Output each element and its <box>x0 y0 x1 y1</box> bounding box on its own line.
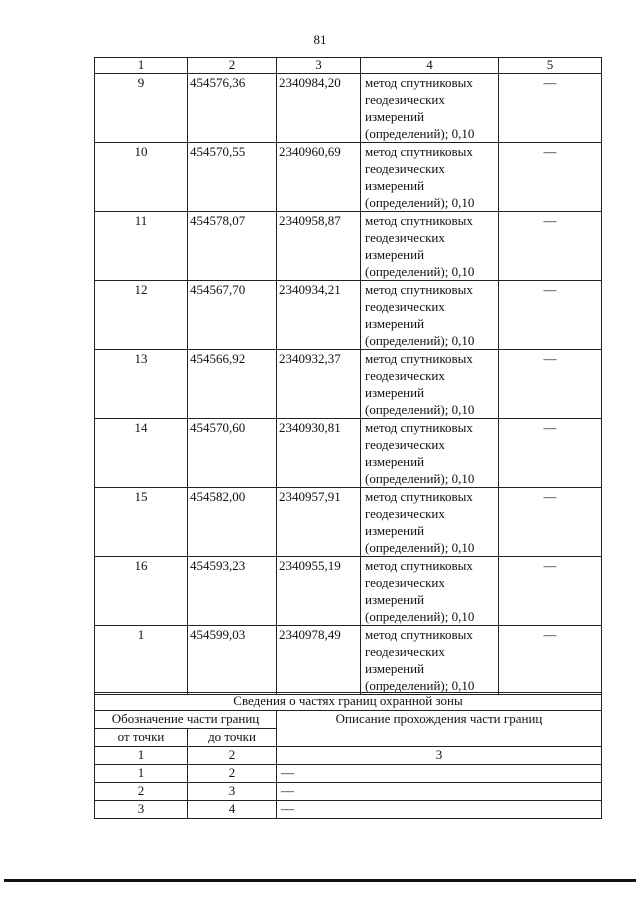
note-cell: — <box>499 626 602 695</box>
y-coordinate-cell: 2340934,21 <box>277 281 361 350</box>
table-row <box>95 74 602 143</box>
table-row <box>95 488 602 557</box>
x-coordinate-cell: 454578,07 <box>188 212 277 281</box>
x-coordinate-cell: 454576,36 <box>188 74 277 143</box>
x-coordinate-cell: 454570,55 <box>188 143 277 212</box>
method-line: метод спутниковых <box>365 213 473 228</box>
method-line: (определений); 0,10 <box>365 195 475 210</box>
method-line: геодезических <box>365 299 445 314</box>
method-line: метод спутниковых <box>365 558 473 573</box>
column-numbering-row <box>95 58 602 74</box>
parts-numbering-row <box>95 747 602 765</box>
column-number: 1 <box>95 747 188 765</box>
bottom-rule <box>4 879 636 882</box>
note-cell: — <box>499 281 602 350</box>
table-row <box>95 212 602 281</box>
method-line: метод спутниковых <box>365 282 473 297</box>
method-line: метод спутниковых <box>365 144 473 159</box>
to-point-header: до точки <box>188 729 277 747</box>
note-cell: — <box>499 350 602 419</box>
note-cell: — <box>499 212 602 281</box>
from-point-header: от точки <box>95 729 188 747</box>
method-line: измерений <box>365 109 425 124</box>
description-cell: — <box>277 783 602 801</box>
column-number: 2 <box>188 58 277 74</box>
method-cell <box>361 557 499 626</box>
x-coordinate-cell: 454582,00 <box>188 488 277 557</box>
parts-title: Сведения о частях границ охранной зоны <box>95 693 602 711</box>
method-line: измерений <box>365 661 425 676</box>
point-number-cell: 11 <box>95 212 188 281</box>
method-cell <box>361 143 499 212</box>
method-line: геодезических <box>365 506 445 521</box>
parts-title-row <box>95 693 602 711</box>
table-row <box>95 419 602 488</box>
point-number-cell: 12 <box>95 281 188 350</box>
method-cell <box>361 212 499 281</box>
method-line: метод спутниковых <box>365 75 473 90</box>
method-cell <box>361 74 499 143</box>
method-line: измерений <box>365 523 425 538</box>
point-number-cell: 14 <box>95 419 188 488</box>
coordinates-table <box>94 57 602 695</box>
method-line: метод спутниковых <box>365 489 473 504</box>
table-row <box>95 557 602 626</box>
point-number-cell: 9 <box>95 74 188 143</box>
page-number: 81 <box>313 32 327 47</box>
method-line: (определений); 0,10 <box>365 126 475 141</box>
method-cell <box>361 488 499 557</box>
method-line: (определений); 0,10 <box>365 609 475 624</box>
note-cell: — <box>499 488 602 557</box>
y-coordinate-cell: 2340930,81 <box>277 419 361 488</box>
method-cell <box>361 281 499 350</box>
method-line: геодезических <box>365 368 445 383</box>
method-line: метод спутниковых <box>365 351 473 366</box>
table-row <box>95 281 602 350</box>
method-line: геодезических <box>365 92 445 107</box>
method-line: (определений); 0,10 <box>365 678 475 693</box>
method-line: измерений <box>365 178 425 193</box>
to-point-cell: 2 <box>188 765 277 783</box>
table-row <box>95 143 602 212</box>
to-point-cell: 4 <box>188 801 277 819</box>
method-line: (определений); 0,10 <box>365 264 475 279</box>
table-row <box>95 801 602 819</box>
point-number-cell: 10 <box>95 143 188 212</box>
method-line: измерений <box>365 385 425 400</box>
designation-header: Обозначение части границ <box>95 711 277 729</box>
method-line: (определений); 0,10 <box>365 402 475 417</box>
method-cell <box>361 419 499 488</box>
column-number: 3 <box>277 747 602 765</box>
method-line: геодезических <box>365 437 445 452</box>
y-coordinate-cell: 2340932,37 <box>277 350 361 419</box>
y-coordinate-cell: 2340960,69 <box>277 143 361 212</box>
y-coordinate-cell: 2340984,20 <box>277 74 361 143</box>
method-line: геодезических <box>365 644 445 659</box>
x-coordinate-cell: 454570,60 <box>188 419 277 488</box>
note-cell: — <box>499 419 602 488</box>
method-line: (определений); 0,10 <box>365 333 475 348</box>
method-line: метод спутниковых <box>365 627 473 642</box>
point-number-cell: 15 <box>95 488 188 557</box>
table-row <box>95 350 602 419</box>
note-cell: — <box>499 143 602 212</box>
method-cell <box>361 626 499 695</box>
method-line: измерений <box>365 592 425 607</box>
method-line: геодезических <box>365 230 445 245</box>
method-line: метод спутниковых <box>365 420 473 435</box>
y-coordinate-cell: 2340957,91 <box>277 488 361 557</box>
x-coordinate-cell: 454593,23 <box>188 557 277 626</box>
to-point-cell: 3 <box>188 783 277 801</box>
column-number: 5 <box>499 58 602 74</box>
method-line: (определений); 0,10 <box>365 471 475 486</box>
from-point-cell: 3 <box>95 801 188 819</box>
table-row <box>95 626 602 695</box>
boundary-parts-table <box>94 692 602 819</box>
method-line: измерений <box>365 247 425 262</box>
column-number: 2 <box>188 747 277 765</box>
point-number-cell: 13 <box>95 350 188 419</box>
description-cell: — <box>277 801 602 819</box>
description-header: Описание прохождения части границ <box>277 711 602 747</box>
x-coordinate-cell: 454567,70 <box>188 281 277 350</box>
method-line: измерений <box>365 454 425 469</box>
from-point-cell: 1 <box>95 765 188 783</box>
column-number: 1 <box>95 58 188 74</box>
method-cell <box>361 350 499 419</box>
from-point-cell: 2 <box>95 783 188 801</box>
x-coordinate-cell: 454566,92 <box>188 350 277 419</box>
method-line: геодезических <box>365 161 445 176</box>
note-cell: — <box>499 74 602 143</box>
description-cell: — <box>277 765 602 783</box>
method-line: (определений); 0,10 <box>365 540 475 555</box>
table-row <box>95 783 602 801</box>
y-coordinate-cell: 2340958,87 <box>277 212 361 281</box>
method-line: измерений <box>365 316 425 331</box>
column-number: 4 <box>361 58 499 74</box>
point-number-cell: 1 <box>95 626 188 695</box>
y-coordinate-cell: 2340978,49 <box>277 626 361 695</box>
parts-header-row <box>95 711 602 729</box>
x-coordinate-cell: 454599,03 <box>188 626 277 695</box>
note-cell: — <box>499 557 602 626</box>
y-coordinate-cell: 2340955,19 <box>277 557 361 626</box>
table-row <box>95 765 602 783</box>
column-number: 3 <box>277 58 361 74</box>
point-number-cell: 16 <box>95 557 188 626</box>
method-line: геодезических <box>365 575 445 590</box>
